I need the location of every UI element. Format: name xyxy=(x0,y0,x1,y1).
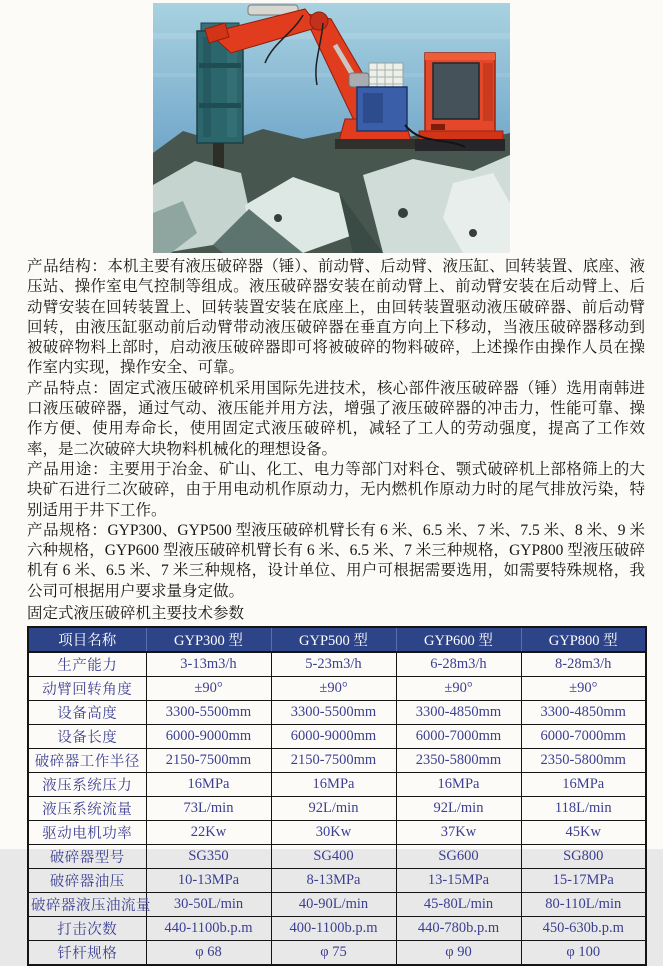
row-value: 3300-5500mm xyxy=(146,701,271,725)
row-label: 钎杆规格 xyxy=(28,941,146,966)
row-value: SG600 xyxy=(396,845,521,869)
table-row xyxy=(28,652,646,677)
row-label: 设备长度 xyxy=(28,725,146,749)
header-model-2: GYP500 型 xyxy=(271,627,396,652)
row-value: 30-50L/min xyxy=(146,893,271,917)
row-value: ±90° xyxy=(521,677,646,701)
paragraph-label: 产品用途： xyxy=(27,460,109,478)
table-row xyxy=(28,701,646,725)
paragraph-label: 产品特点： xyxy=(27,379,109,397)
row-value: 6000-9000mm xyxy=(271,725,396,749)
header-model-3: GYP600 型 xyxy=(396,627,521,652)
row-value: 40-90L/min xyxy=(271,893,396,917)
row-value: 8-28m3/h xyxy=(521,652,646,677)
row-value: ±90° xyxy=(146,677,271,701)
hydraulic-power-unit xyxy=(349,63,407,131)
row-value: SG350 xyxy=(146,845,271,869)
table-row xyxy=(28,869,646,893)
paragraph-label: 产品结构： xyxy=(27,258,108,275)
table-row xyxy=(28,677,646,701)
row-label: 破碎器工作半径 xyxy=(28,749,146,773)
row-value: 400-1100b.p.m xyxy=(271,917,396,941)
row-label: 驱动电机功率 xyxy=(28,821,146,845)
row-value: 6000-7000mm xyxy=(396,725,521,749)
row-value: 440-1100b.p.m xyxy=(146,917,271,941)
paragraphs xyxy=(27,257,645,602)
row-value: 13-15MPa xyxy=(396,869,521,893)
row-label: 破碎器油压 xyxy=(28,869,146,893)
row-label: 设备高度 xyxy=(28,701,146,725)
row-value: 45-80L/min xyxy=(396,893,521,917)
paragraph-4: 产品规格：GYP300、GYP500 型液压破碎机臂长有 6 米、6.5 米、7 米、7.5 米、8 米、9 米六种规格，GYP600 型液压破碎机臂长有 6 米、6.5 米、7 米三种规格，GYP800 型液压破碎机有 6 米、6.5 米、7 米三种规格，设计单位、用户可根据需要选用，如需要特殊规格，我公司可根据用户要求量身定做。 xyxy=(27,521,645,600)
paragraph-label: 产品规格： xyxy=(27,521,108,539)
operator-cab xyxy=(415,53,505,151)
row-value: 80-110L/min xyxy=(521,893,646,917)
header-model-1: GYP300 型 xyxy=(146,627,271,652)
row-value: 450-630b.p.m xyxy=(521,917,646,941)
paragraph-1: 产品结构：本机主要有液压破碎器（锤）、前动臂、后动臂、液压缸、回转装置、底座、液压站、操作室电气控制等组成。液压破碎器安装在前动臂上、前动臂安装在后动臂上、后动臂安装在回转装置上、回转装置安装在底座上，由回转装置驱动液压破碎器、前后动臂回转，由液压缸驱动前后动臂带动液压破碎器在垂直方向上下移动，当液压破碎器移动到被破碎物料上部时，启动液压破碎器即可将被破碎的物料破碎，上述操作由操作人员在操作室内实现，操作安全、可靠。 xyxy=(27,258,645,377)
row-value: 37Kw xyxy=(396,821,521,845)
row-label: 液压系统流量 xyxy=(28,797,146,821)
row-label: 破碎器液压油流量 xyxy=(28,893,146,917)
row-value: 45Kw xyxy=(521,821,646,845)
row-value: 6000-9000mm xyxy=(146,725,271,749)
spec-table xyxy=(27,626,647,966)
cab-window xyxy=(433,63,479,119)
row-value: 22Kw xyxy=(146,821,271,845)
table-row xyxy=(28,749,646,773)
table-row xyxy=(28,917,646,941)
header-item-name: 项目名称 xyxy=(28,627,146,652)
row-value: φ 90 xyxy=(396,941,521,966)
row-value: 2350-5800mm xyxy=(521,749,646,773)
row-value: 2150-7500mm xyxy=(146,749,271,773)
motor xyxy=(349,73,369,87)
header-model-4: GYP800 型 xyxy=(521,627,646,652)
row-value: 16MPa xyxy=(521,773,646,797)
row-value: ±90° xyxy=(271,677,396,701)
paragraph-3: 产品用途：主要用于冶金、矿山、化工、电力等部门对料仓、颚式破碎机上部格筛上的大块矿石进行二次破碎，由于用电动机作原动力，无内燃机作原动力时的尾气排放污染，特别适用于井下工作。 xyxy=(27,460,645,519)
table-row xyxy=(28,773,646,797)
row-value: 6000-7000mm xyxy=(521,725,646,749)
row-value: 16MPa xyxy=(146,773,271,797)
table-row xyxy=(28,845,646,869)
row-value: 440-780b.p.m xyxy=(396,917,521,941)
machine-photo-svg xyxy=(153,3,510,253)
row-value: 15-17MPa xyxy=(521,869,646,893)
content-area xyxy=(27,257,645,966)
row-value: 92L/min xyxy=(396,797,521,821)
row-value: 5-23m3/h xyxy=(271,652,396,677)
row-value: 16MPa xyxy=(396,773,521,797)
row-label: 生产能力 xyxy=(28,652,146,677)
row-value: SG400 xyxy=(271,845,396,869)
table-row xyxy=(28,797,646,821)
row-label: 液压系统压力 xyxy=(28,773,146,797)
row-label: 打击次数 xyxy=(28,917,146,941)
row-value: 92L/min xyxy=(271,797,396,821)
spec-table-head xyxy=(28,627,646,652)
row-value: 2150-7500mm xyxy=(271,749,396,773)
row-label: 动臂回转角度 xyxy=(28,677,146,701)
cab-vent xyxy=(431,124,445,130)
row-value: 2350-5800mm xyxy=(396,749,521,773)
row-value: φ 68 xyxy=(146,941,271,966)
row-label: 破碎器型号 xyxy=(28,845,146,869)
row-value: 3300-4850mm xyxy=(521,701,646,725)
spec-table-body xyxy=(28,652,646,965)
table-row xyxy=(28,941,646,966)
row-value: 3-13m3/h xyxy=(146,652,271,677)
table-caption: 固定式液压破碎机主要技术参数 xyxy=(27,605,245,623)
row-value: 3300-4850mm xyxy=(396,701,521,725)
row-value: 118L/min xyxy=(521,797,646,821)
spec-header-row xyxy=(28,627,646,652)
row-value: 73L/min xyxy=(146,797,271,821)
row-value: SG800 xyxy=(521,845,646,869)
table-row xyxy=(28,821,646,845)
paragraph-2: 产品特点：固定式液压破碎机采用国际先进技术，核心部件液压破碎器（锤）选用南韩进口液压破碎器，通过气动、液压能并用方法，增强了液压破碎器的冲击力，性能可靠、操作方便、使用寿命长，使用固定式液压破碎机，减轻了工人的劳动强度，提高了工作效率，是二次破碎大块物料机械化的理想设备。 xyxy=(27,379,645,458)
table-row xyxy=(28,893,646,917)
row-value: 6-28m3/h xyxy=(396,652,521,677)
row-value: 8-13MPa xyxy=(271,869,396,893)
row-value: ±90° xyxy=(396,677,521,701)
machine-photo xyxy=(153,3,510,253)
arm-joint xyxy=(310,12,328,30)
row-value: 10-13MPa xyxy=(146,869,271,893)
radiator-grid xyxy=(369,63,403,89)
table-row xyxy=(28,725,646,749)
row-value: φ 75 xyxy=(271,941,396,966)
row-value: φ 100 xyxy=(521,941,646,966)
row-value: 16MPa xyxy=(271,773,396,797)
row-value: 3300-5500mm xyxy=(271,701,396,725)
row-value: 30Kw xyxy=(271,821,396,845)
